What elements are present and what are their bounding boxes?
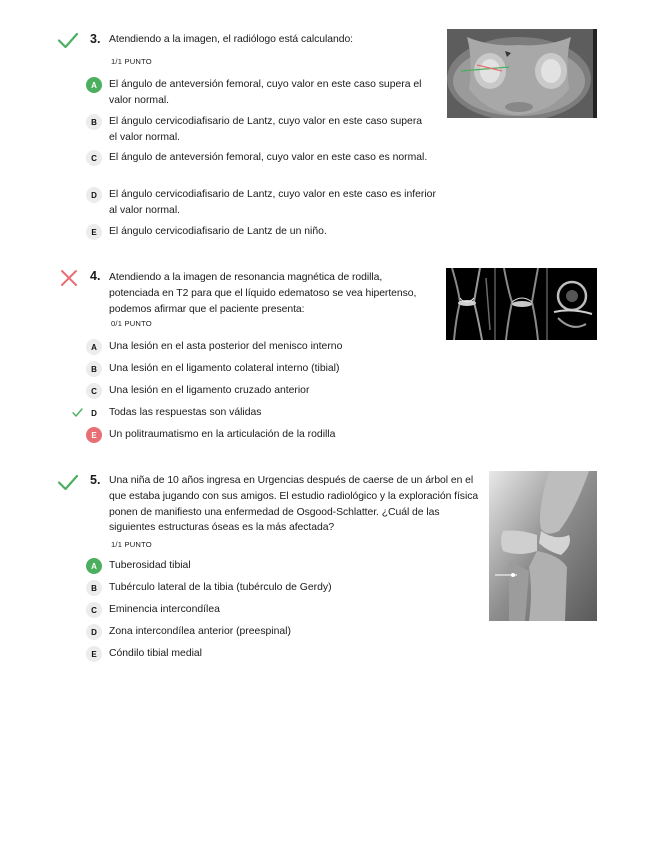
option-letter-badge: E — [86, 427, 102, 443]
option-text: El ángulo cervicodiafisario de Lantz, cuyo valor en este caso supera el valor normal. — [109, 116, 423, 143]
option-text: El ángulo de anteversión femoral, cuyo valor en este caso es normal. — [109, 152, 428, 163]
question-number: 4. — [90, 269, 101, 283]
option-text: Una lesión en el asta posterior del menisco interno — [109, 341, 343, 352]
question-points: 1/1 PUNTO — [111, 57, 152, 66]
option-letter-badge: C — [86, 150, 102, 166]
option-text: Un politraumatismo en la articulación de la rodilla — [109, 429, 336, 440]
option-letter-badge: E — [86, 224, 102, 240]
check-icon — [57, 29, 79, 51]
option-text: Tubérculo lateral de la tibia (tubérculo de Gerdy) — [109, 582, 332, 593]
option-text: El ángulo de anteversión femoral, cuyo valor en este caso supera el valor normal. — [109, 79, 422, 106]
question-number: 5. — [90, 473, 101, 487]
option-text: El ángulo cervicodiafisario de Lantz, cuyo valor en este caso es inferior al valor normal. — [109, 189, 436, 216]
option-text: Todas las respuestas son válidas — [109, 407, 262, 418]
question-text: Atendiendo a la imagen de resonancia magnética de rodilla, potenciada en T2 para que el líquido edematoso se vea hipertenso, podemos afirmar que el paciente presenta: — [109, 272, 417, 315]
option-letter-badge: E — [86, 646, 102, 662]
option-letter-badge: B — [86, 114, 102, 130]
question-number: 3. — [90, 32, 101, 46]
option-letter-badge: B — [86, 580, 102, 596]
option-text: El ángulo cervicodiafisario de Lantz de un niño. — [109, 226, 327, 237]
option-text: Zona intercondílea anterior (preespinal) — [109, 626, 291, 637]
option-letter-badge: A — [86, 77, 102, 93]
option-letter-badge: D — [86, 624, 102, 640]
option-text: Cóndilo tibial medial — [109, 648, 202, 659]
question-points: 0/1 PUNTO — [111, 319, 152, 328]
option-text: Una lesión en el ligamento cruzado anterior — [109, 385, 310, 396]
check-icon — [57, 471, 79, 493]
option-letter-badge: C — [86, 383, 102, 399]
option-letter-badge: A — [86, 339, 102, 355]
knee-xray-image[interactable] — [489, 471, 597, 621]
option-letter-badge: B — [86, 361, 102, 377]
correct-answer-check-icon — [72, 407, 83, 418]
option-letter-badge: A — [86, 558, 102, 574]
question-text: Atendiendo a la imagen, el radiólogo está calculando: — [109, 34, 354, 45]
option-letter-badge: C — [86, 602, 102, 618]
option-text: Una lesión en el ligamento colateral interno (tibial) — [109, 363, 340, 374]
option-letter-badge: D — [86, 187, 102, 203]
question-text: Una niña de 10 años ingresa en Urgencias después de caerse de un árbol en el que estaba jugando con sus amigos. El estudio radiológico y la exploración física ponen de manifiesto una enfermedad de Osgood-Schlatter. ¿Cuál de las siguientes estructuras óseas es la más afectada? — [109, 475, 479, 534]
cross-icon — [58, 267, 80, 289]
option-text: Eminencia intercondílea — [109, 604, 220, 615]
option-text: Tuberosidad tibial — [109, 560, 191, 571]
option-letter-badge: D — [91, 408, 97, 418]
ct-hip-image[interactable] — [447, 29, 597, 118]
mri-knee-image[interactable] — [446, 268, 597, 340]
question-points: 1/1 PUNTO — [111, 540, 152, 549]
